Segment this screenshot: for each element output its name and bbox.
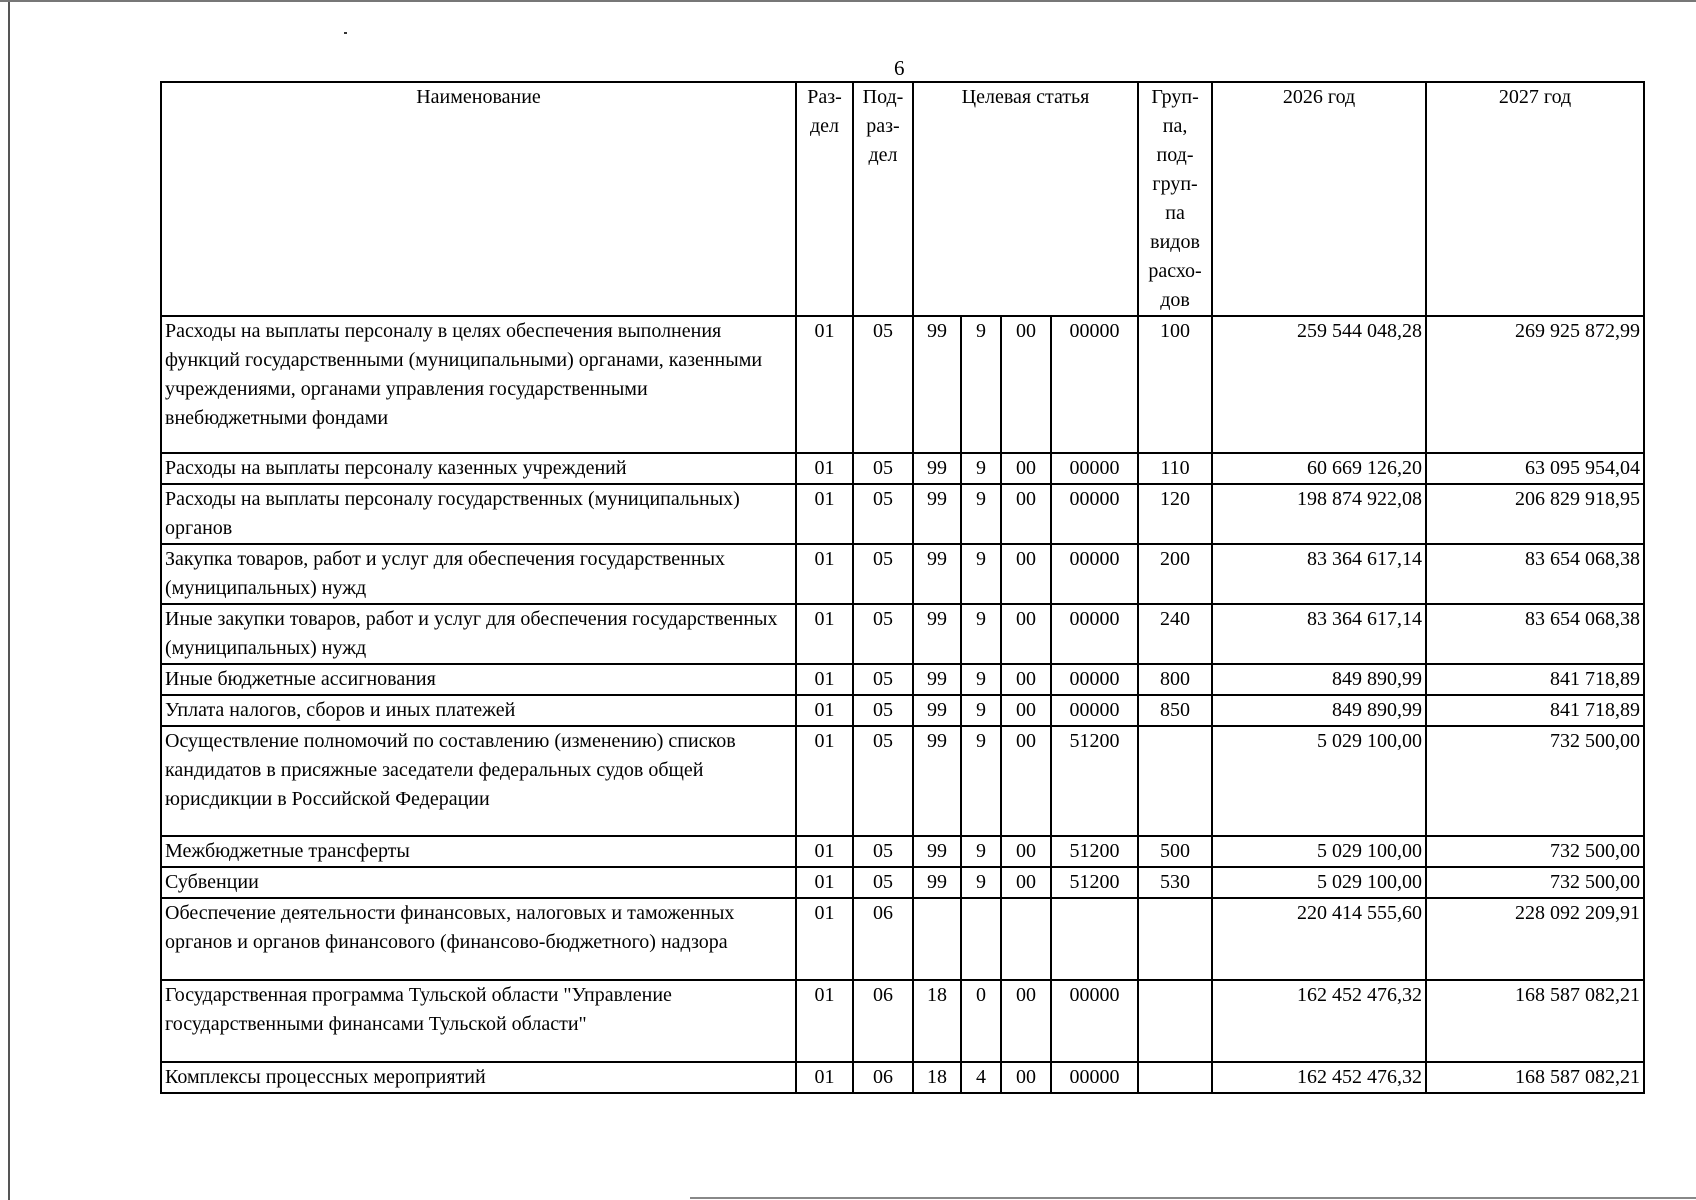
row-target-expense-code: 00000 — [1051, 544, 1138, 604]
row-target-direction-code — [1001, 898, 1051, 980]
row-expense-group-code — [1138, 726, 1212, 836]
row-amount-2027: 269 925 872,99 — [1426, 316, 1644, 453]
row-target-program-code: 99 — [913, 453, 961, 484]
row-expense-group-code: 800 — [1138, 664, 1212, 695]
table-row — [161, 898, 1644, 980]
header-row — [161, 82, 1644, 316]
page-frame-left-edge — [8, 0, 10, 1200]
header-year-2027-label: 2027 год — [1498, 86, 1572, 108]
row-target-direction-code: 00 — [1001, 544, 1051, 604]
page-number: 6 — [894, 56, 905, 80]
table-row — [161, 484, 1644, 544]
row-name: Осуществление полномочий по составлению (изменению) списков кандидатов в присяжные заседатели федеральных судов общей юрисдикции в Российской Федерации — [161, 726, 796, 836]
page-frame-top-edge — [0, 0, 1696, 2]
page-frame-bottom-edge — [690, 1197, 1696, 1199]
row-name: Государственная программа Тульской области "Управление государственными финансами Тульской области" — [161, 980, 796, 1062]
row-target-expense-code: 00000 — [1051, 1062, 1138, 1093]
row-amount-2026: 220 414 555,60 — [1212, 898, 1426, 980]
row-target-program-code: 99 — [913, 836, 961, 867]
row-subsection-code: 05 — [853, 604, 913, 664]
header-year-2026-label: 2026 год — [1282, 86, 1356, 108]
header-subsection — [853, 82, 913, 316]
row-target-subprogram-code: 4 — [961, 1062, 1001, 1093]
row-amount-2026: 259 544 048,28 — [1212, 316, 1426, 453]
header-name — [161, 82, 796, 316]
row-target-subprogram-code: 9 — [961, 544, 1001, 604]
row-expense-group-code: 850 — [1138, 695, 1212, 726]
row-target-subprogram-code — [961, 898, 1001, 980]
row-name: Комплексы процессных мероприятий — [161, 1062, 796, 1093]
row-target-program-code: 99 — [913, 484, 961, 544]
row-subsection-code: 05 — [853, 453, 913, 484]
row-target-direction-code: 00 — [1001, 836, 1051, 867]
row-target-subprogram-code: 9 — [961, 604, 1001, 664]
row-amount-2027: 228 092 209,91 — [1426, 898, 1644, 980]
row-target-program-code: 99 — [913, 695, 961, 726]
row-target-subprogram-code: 9 — [961, 453, 1001, 484]
row-target-direction-code: 00 — [1001, 604, 1051, 664]
row-target-expense-code: 00000 — [1051, 664, 1138, 695]
row-target-expense-code: 00000 — [1051, 484, 1138, 544]
table-row — [161, 695, 1644, 726]
row-target-direction-code: 00 — [1001, 316, 1051, 453]
row-amount-2026: 849 890,99 — [1212, 695, 1426, 726]
row-amount-2026: 198 874 922,08 — [1212, 484, 1426, 544]
row-amount-2027: 206 829 918,95 — [1426, 484, 1644, 544]
header-section-label: Раз- дел — [807, 86, 842, 137]
table-row — [161, 1062, 1644, 1093]
row-target-program-code: 99 — [913, 544, 961, 604]
row-target-program-code: 99 — [913, 726, 961, 836]
row-target-expense-code: 51200 — [1051, 867, 1138, 898]
row-section-code: 01 — [796, 695, 853, 726]
row-subsection-code: 06 — [853, 1062, 913, 1093]
row-amount-2027: 732 500,00 — [1426, 726, 1644, 836]
table-row — [161, 316, 1644, 453]
row-subsection-code: 05 — [853, 836, 913, 867]
row-target-subprogram-code: 9 — [961, 484, 1001, 544]
row-amount-2026: 5 029 100,00 — [1212, 836, 1426, 867]
row-target-expense-code — [1051, 898, 1138, 980]
budget-table — [160, 81, 1645, 1094]
row-target-direction-code: 00 — [1001, 867, 1051, 898]
table-row — [161, 604, 1644, 664]
row-target-direction-code: 00 — [1001, 453, 1051, 484]
header-name-label: Наименование — [416, 86, 541, 108]
header-target-item — [913, 82, 1138, 316]
row-expense-group-code: 100 — [1138, 316, 1212, 453]
row-amount-2027: 168 587 082,21 — [1426, 1062, 1644, 1093]
row-amount-2026: 5 029 100,00 — [1212, 726, 1426, 836]
row-amount-2027: 732 500,00 — [1426, 867, 1644, 898]
row-amount-2027: 841 718,89 — [1426, 695, 1644, 726]
row-target-subprogram-code: 9 — [961, 695, 1001, 726]
row-name: Расходы на выплаты персоналу казенных учреждений — [161, 453, 796, 484]
row-target-program-code: 99 — [913, 867, 961, 898]
row-section-code: 01 — [796, 898, 853, 980]
row-section-code: 01 — [796, 316, 853, 453]
row-section-code: 01 — [796, 867, 853, 898]
row-target-direction-code: 00 — [1001, 980, 1051, 1062]
row-target-expense-code: 00000 — [1051, 604, 1138, 664]
table-row — [161, 980, 1644, 1062]
row-subsection-code: 06 — [853, 898, 913, 980]
row-amount-2026: 83 364 617,14 — [1212, 544, 1426, 604]
row-expense-group-code: 120 — [1138, 484, 1212, 544]
row-target-direction-code: 00 — [1001, 484, 1051, 544]
row-subsection-code: 05 — [853, 867, 913, 898]
row-target-program-code: 18 — [913, 980, 961, 1062]
row-name: Расходы на выплаты персоналу государственных (муниципальных) органов — [161, 484, 796, 544]
header-target-item-label: Целевая статья — [961, 86, 1090, 108]
row-subsection-code: 05 — [853, 664, 913, 695]
row-subsection-code: 05 — [853, 544, 913, 604]
row-amount-2027: 63 095 954,04 — [1426, 453, 1644, 484]
row-amount-2026: 60 669 126,20 — [1212, 453, 1426, 484]
row-section-code: 01 — [796, 980, 853, 1062]
scan-speck — [344, 32, 347, 34]
header-year-2026 — [1212, 82, 1426, 316]
row-section-code: 01 — [796, 836, 853, 867]
row-expense-group-code — [1138, 980, 1212, 1062]
row-name: Закупка товаров, работ и услуг для обеспечения государственных (муниципальных) нужд — [161, 544, 796, 604]
row-amount-2027: 83 654 068,38 — [1426, 604, 1644, 664]
table-body — [161, 316, 1644, 1093]
row-target-subprogram-code: 9 — [961, 726, 1001, 836]
row-section-code: 01 — [796, 1062, 853, 1093]
row-name: Уплата налогов, сборов и иных платежей — [161, 695, 796, 726]
row-target-subprogram-code: 9 — [961, 316, 1001, 453]
table-row — [161, 453, 1644, 484]
row-expense-group-code: 500 — [1138, 836, 1212, 867]
row-target-program-code: 99 — [913, 604, 961, 664]
row-amount-2027: 732 500,00 — [1426, 836, 1644, 867]
row-section-code: 01 — [796, 484, 853, 544]
row-target-expense-code: 51200 — [1051, 836, 1138, 867]
row-amount-2026: 83 364 617,14 — [1212, 604, 1426, 664]
row-expense-group-code — [1138, 898, 1212, 980]
row-target-direction-code: 00 — [1001, 1062, 1051, 1093]
header-year-2027 — [1426, 82, 1644, 316]
row-name: Иные закупки товаров, работ и услуг для обеспечения государственных (муниципальных) нужд — [161, 604, 796, 664]
row-expense-group-code: 110 — [1138, 453, 1212, 484]
row-target-expense-code: 00000 — [1051, 316, 1138, 453]
row-section-code: 01 — [796, 726, 853, 836]
row-target-program-code — [913, 898, 961, 980]
row-target-expense-code: 51200 — [1051, 726, 1138, 836]
row-target-subprogram-code: 9 — [961, 836, 1001, 867]
row-subsection-code: 05 — [853, 695, 913, 726]
row-expense-group-code: 240 — [1138, 604, 1212, 664]
row-name: Расходы на выплаты персоналу в целях обеспечения выполнения функций государственными (муниципальными) органами, казенными учреждениями, органами управления государственными внебюджетными фондами — [161, 316, 796, 453]
row-name: Иные бюджетные ассигнования — [161, 664, 796, 695]
row-target-subprogram-code: 0 — [961, 980, 1001, 1062]
table-row — [161, 664, 1644, 695]
row-amount-2026: 5 029 100,00 — [1212, 867, 1426, 898]
row-expense-group-code: 200 — [1138, 544, 1212, 604]
row-target-direction-code: 00 — [1001, 664, 1051, 695]
header-subsection-label: Под- раз- дел — [862, 86, 904, 166]
row-expense-group-code: 530 — [1138, 867, 1212, 898]
row-amount-2027: 841 718,89 — [1426, 664, 1644, 695]
header-section — [796, 82, 853, 316]
row-subsection-code: 05 — [853, 484, 913, 544]
row-name: Обеспечение деятельности финансовых, налоговых и таможенных органов и органов финансового (финансово-бюджетного) надзора — [161, 898, 796, 980]
row-subsection-code: 05 — [853, 316, 913, 453]
header-expense-group — [1138, 82, 1212, 316]
row-expense-group-code — [1138, 1062, 1212, 1093]
row-amount-2026: 162 452 476,32 — [1212, 980, 1426, 1062]
row-target-program-code: 99 — [913, 664, 961, 695]
row-section-code: 01 — [796, 664, 853, 695]
row-amount-2027: 168 587 082,21 — [1426, 980, 1644, 1062]
row-subsection-code: 05 — [853, 726, 913, 836]
row-name: Субвенции — [161, 867, 796, 898]
row-section-code: 01 — [796, 453, 853, 484]
row-target-direction-code: 00 — [1001, 726, 1051, 836]
row-name: Межбюджетные трансферты — [161, 836, 796, 867]
row-amount-2027: 83 654 068,38 — [1426, 544, 1644, 604]
row-target-program-code: 18 — [913, 1062, 961, 1093]
row-section-code: 01 — [796, 544, 853, 604]
row-target-direction-code: 00 — [1001, 695, 1051, 726]
table-row — [161, 836, 1644, 867]
row-target-expense-code: 00000 — [1051, 453, 1138, 484]
table-row — [161, 726, 1644, 836]
table-header — [161, 82, 1644, 316]
table-row — [161, 867, 1644, 898]
row-subsection-code: 06 — [853, 980, 913, 1062]
row-target-expense-code: 00000 — [1051, 695, 1138, 726]
row-target-expense-code: 00000 — [1051, 980, 1138, 1062]
row-amount-2026: 162 452 476,32 — [1212, 1062, 1426, 1093]
row-section-code: 01 — [796, 604, 853, 664]
header-expense-group-label: Груп- па, под- груп- па видов расхо- дов — [1148, 86, 1202, 311]
row-target-subprogram-code: 9 — [961, 664, 1001, 695]
row-amount-2026: 849 890,99 — [1212, 664, 1426, 695]
table-row — [161, 544, 1644, 604]
row-target-subprogram-code: 9 — [961, 867, 1001, 898]
row-target-program-code: 99 — [913, 316, 961, 453]
